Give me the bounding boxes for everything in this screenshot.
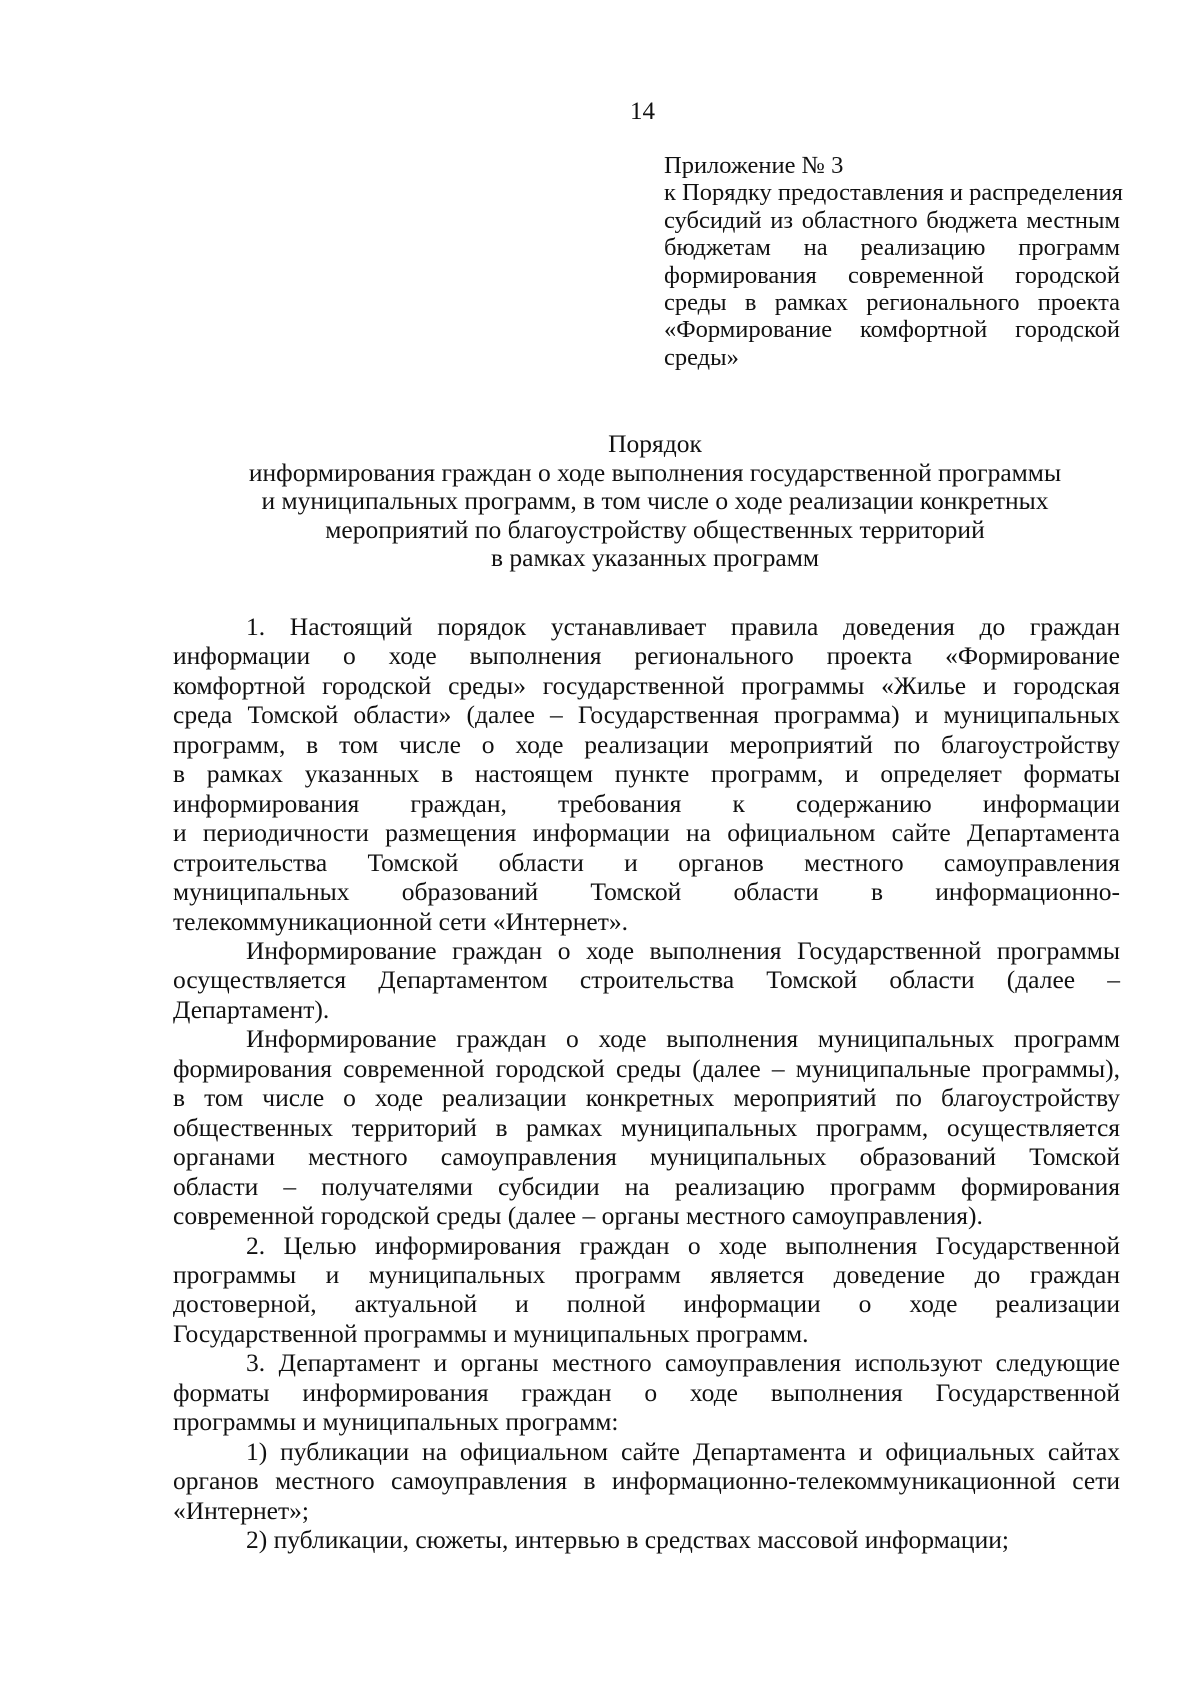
appendix-header [664, 152, 1123, 371]
body-line: достоверной, актуальной и полной информации о ходе реализации [173, 1289, 1120, 1319]
body-line: «Интернет»; [173, 1495, 309, 1525]
body-line: Государственной программы и муниципальных программ. [173, 1318, 809, 1348]
title-line: информирования граждан о ходе выполнения государственной программы [248, 457, 1062, 487]
body-line: Информирование граждан о ходе выполнения Государственной программы [246, 935, 1120, 965]
appendix-line: формирования современной городской [664, 261, 1120, 289]
title-line: в рамках указанных программ [490, 543, 820, 573]
body-line: муниципальных образований Томской области в информационно- [173, 877, 1120, 907]
body-line: телекоммуникационной сети «Интернет». [173, 906, 628, 936]
body-line: 1) публикации на официальном сайте Департамента и официальных сайтах [246, 1436, 1120, 1466]
body-line: программы и муниципальных программ является доведение до граждан [173, 1259, 1120, 1289]
body-line: комфортной городской среды» государственной программы «Жилье и городская [173, 670, 1120, 700]
appendix-line: среды» [664, 343, 739, 371]
body-line: области – получателями субсидии на реализацию программ формирования [173, 1171, 1120, 1201]
appendix-line: среды в рамках регионального проекта [664, 289, 1120, 317]
body-line: строительства Томской области и органов местного самоуправления [173, 847, 1120, 877]
body-line: в том числе о ходе реализации конкретных мероприятий по благоустройству [173, 1083, 1120, 1113]
body-line: Департамент). [173, 994, 330, 1024]
title-line: мероприятий по благоустройству общественных территорий [325, 514, 985, 544]
appendix-line: «Формирование комфортной городской [664, 316, 1120, 344]
body-line: Информирование граждан о ходе выполнения муниципальных программ [246, 1024, 1120, 1054]
body-line: формирования современной городской среды (далее – муниципальные программы), [173, 1053, 1120, 1083]
body-line: и периодичности размещения информации на официальном сайте Департамента [173, 818, 1120, 848]
body-line: органами местного самоуправления муниципальных образований Томской [173, 1142, 1120, 1172]
body-line: форматы информирования граждан о ходе выполнения Государственной [173, 1377, 1120, 1407]
title-line: Порядок [608, 429, 702, 458]
body-line: в рамках указанных в настоящем пункте программ, и определяет форматы [173, 759, 1120, 789]
body-line: программ, в том числе о ходе реализации мероприятий по благоустройству [173, 729, 1120, 759]
body-line: 2) публикации, сюжеты, интервью в средствах массовой информации; [246, 1525, 1009, 1555]
appendix-line: Приложение № 3 [664, 152, 844, 179]
appendix-line: бюджетам на реализацию программ [664, 234, 1120, 262]
body-line: среда Томской области» (далее – Государственная программа) и муниципальных [173, 700, 1120, 730]
body-line: современной городской среды (далее – органы местного самоуправления). [173, 1201, 983, 1231]
body-line: общественных территорий в рамках муниципальных программ, осуществляется [173, 1112, 1120, 1142]
body-line: 1. Настоящий порядок устанавливает правила доведения до граждан [246, 612, 1120, 641]
appendix-line: к Порядку предоставления и распределения [664, 179, 1123, 207]
body-line: органов местного самоуправления в информационно-телекоммуникационной сети [173, 1466, 1120, 1496]
body-line: информирования граждан, требования к содержанию информации [173, 788, 1120, 818]
document-body [173, 612, 1120, 1555]
page-number: 14 [630, 98, 655, 125]
body-line: 2. Целью информирования граждан о ходе выполнения Государственной [246, 1230, 1120, 1260]
body-line: 3. Департамент и органы местного самоуправления используют следующие [246, 1348, 1120, 1378]
body-line: программы и муниципальных программ: [173, 1407, 619, 1437]
body-line: осуществляется Департаментом строительства Томской области (далее – [173, 965, 1120, 995]
body-line: информации о ходе выполнения регионального проекта «Формирование [173, 641, 1120, 671]
appendix-line: субсидий из областного бюджета местным [664, 206, 1120, 234]
title-line: и муниципальных программ, в том числе о ходе реализации конкретных [261, 486, 1049, 516]
document-title [160, 430, 1150, 573]
